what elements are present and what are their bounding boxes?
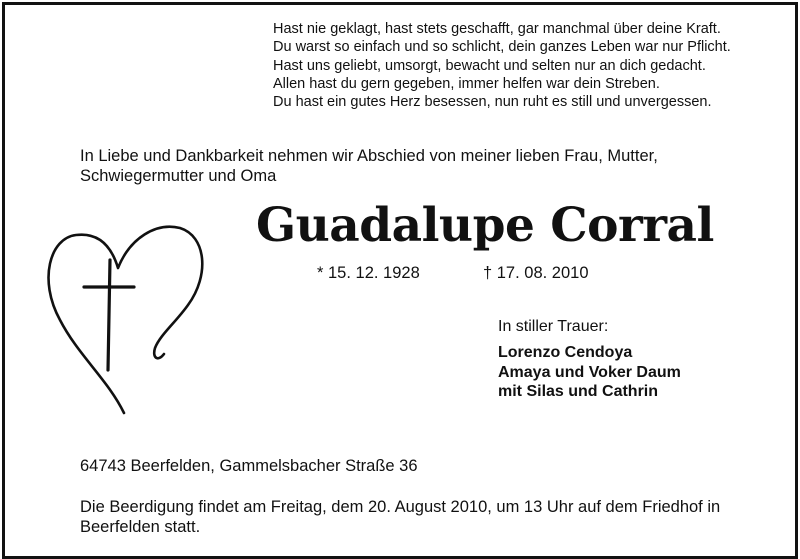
mourner-name: Lorenzo Cendoya [498, 344, 633, 361]
intro-text: In Liebe und Dankbarkeit nehmen wir Abschied von meiner lieben Frau, Mutter, Schwiegermutter und Oma [80, 147, 658, 185]
deceased-name: Guadalupe Corral [256, 198, 714, 253]
mourner-name: Amaya und Voker Daum [498, 363, 681, 381]
mourner-name: mit Silas und Cathrin [498, 383, 659, 400]
heart-with-cross-icon [38, 220, 208, 420]
poem-line: Hast nie geklagt, hast stets geschafft, gar manchmal über deine Kraft. [273, 21, 721, 37]
death-date: † 17. 08. 2010 [483, 264, 589, 282]
poem-line: Hast uns geliebt, umsorgt, bewacht und selten nur an dich gedacht. [273, 57, 706, 74]
birth-date: * 15. 12. 1928 [317, 264, 420, 282]
mourning-heading: In stiller Trauer: [498, 318, 609, 335]
address: 64743 Beerfelden, Gammelsbacher Straße 36 [80, 457, 418, 475]
mourners-list [498, 343, 681, 402]
poem-line: Du warst so einfach und so schlicht, dein ganzes Leben war nur Pflicht. [273, 39, 731, 56]
poem-line: Allen hast du gern gegeben, immer helfen war dein Streben. [273, 75, 660, 92]
cross-vertical [108, 260, 110, 370]
funeral-notice: Die Beerdigung findet am Freitag, dem 20. August 2010, um 13 Uhr auf dem Friedhof in Beerfelden statt. [80, 498, 721, 536]
poem-line: Du hast ein gutes Herz besessen, nun ruht es still und unvergessen. [273, 94, 712, 111]
heart-outline [49, 227, 203, 413]
poem [273, 20, 773, 111]
